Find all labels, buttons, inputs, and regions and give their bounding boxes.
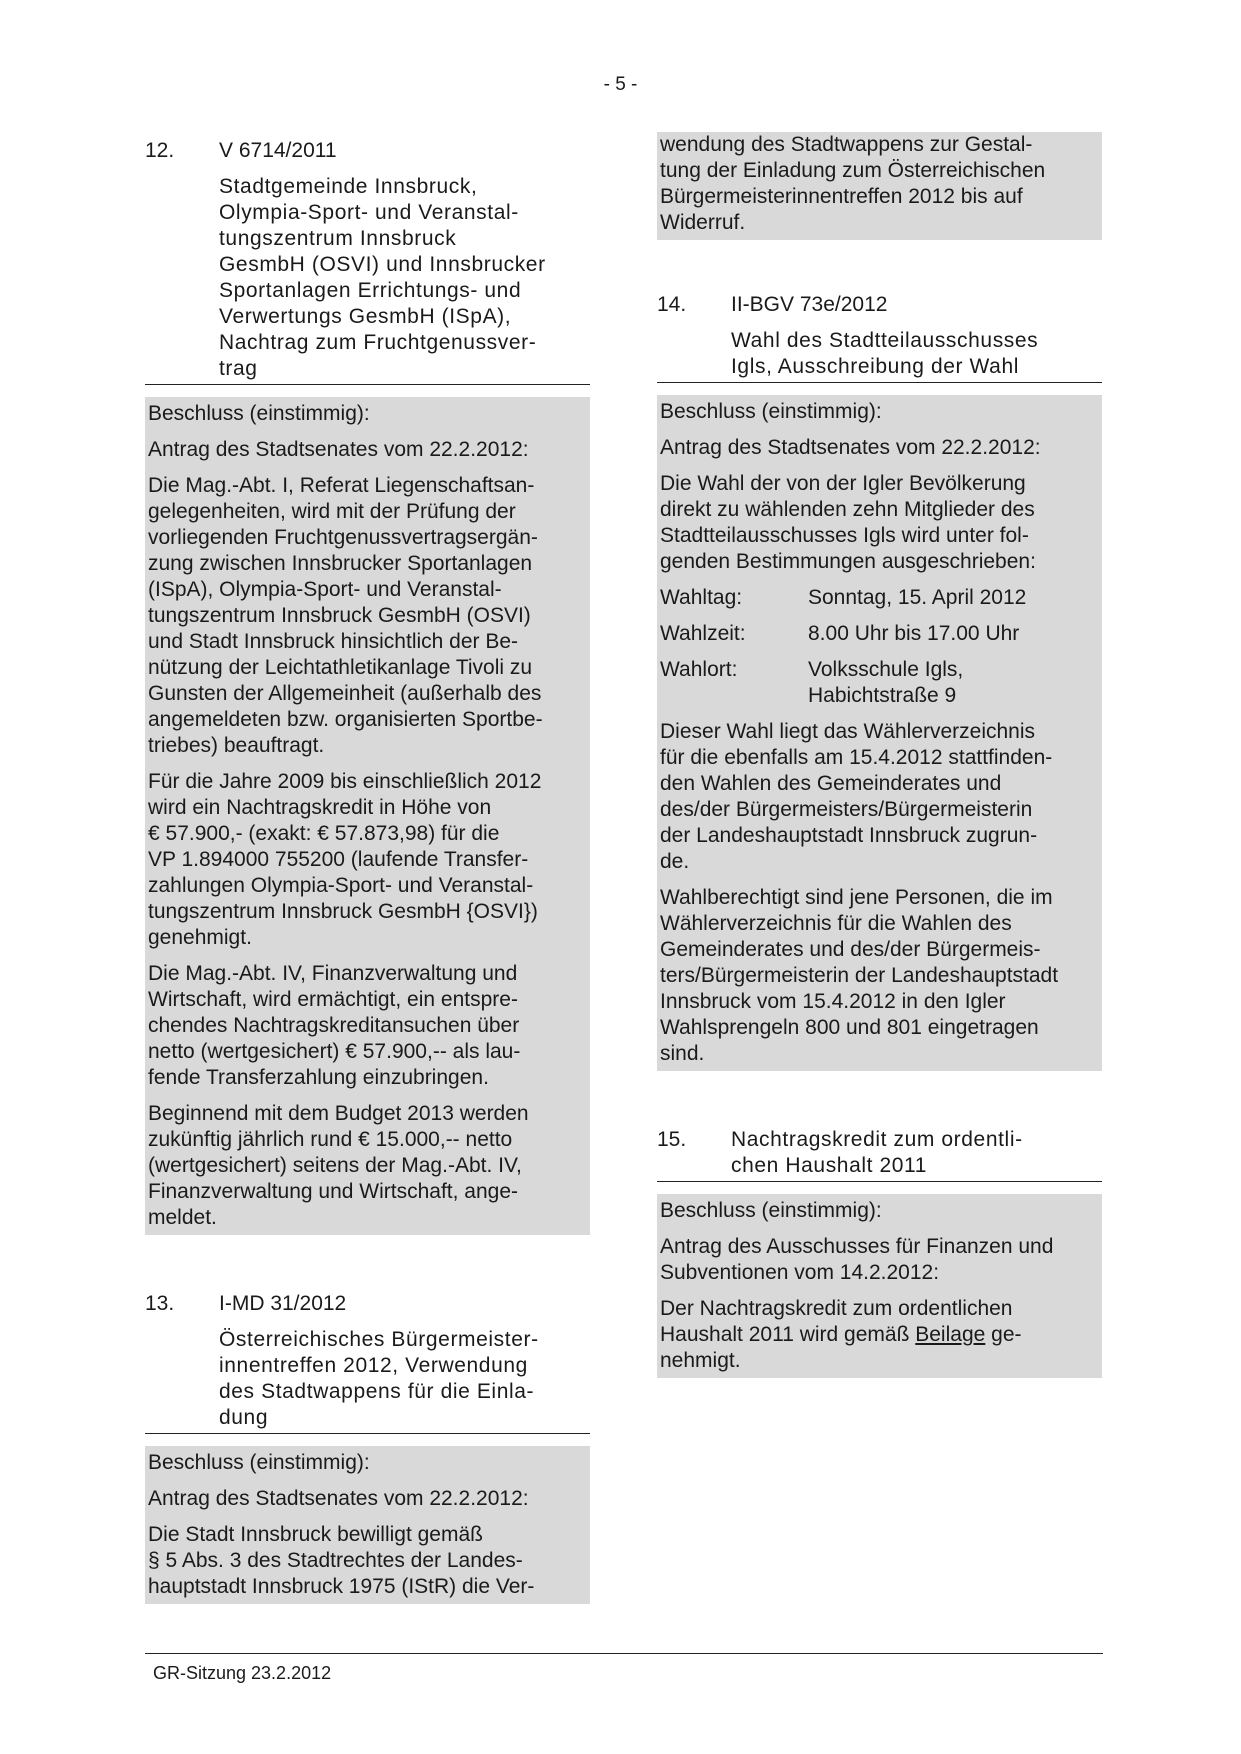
title-line: tungszentrum Innsbruck [219, 227, 457, 250]
item-reference: II-BGV 73e/2012 [731, 293, 888, 316]
title-line: des Stadtwappens für die Einla- [219, 1380, 535, 1403]
motion-label: Antrag des Stadtsenates vom 22.2.2012: [148, 438, 529, 461]
attachment-link[interactable]: Beilage [915, 1323, 986, 1346]
item-number: 12. [145, 139, 175, 162]
footer-text: GR-Sitzung 23.2.2012 [153, 1663, 332, 1683]
paragraph: Beginnend mit dem Budget 2013 werden zukünftig jährlich rund € 15.000,-- netto (wertgesichert) seitens der Mag.-Abt. IV, Finanzverwaltung und Wirtschaft, ange- meldet. [148, 1102, 529, 1229]
left-column [145, 138, 590, 1604]
item-number: 14. [657, 293, 687, 316]
paragraph: Dieser Wahl liegt das Wählerverzeichnis für die ebenfalls am 15.4.2012 stattfinden- den Wahlen des Gemeinderates und des/der Bürgermeisters/Bürgermeisterin der Landeshauptstadt Innsbruck zugrun- de. [660, 720, 1053, 873]
item-title [731, 328, 1102, 380]
right-column [657, 133, 1102, 1378]
divider [657, 1181, 1102, 1182]
resolution-box-continued [657, 132, 1102, 240]
divider [657, 382, 1102, 383]
title-line: Stadtgemeinde Innsbruck, [219, 175, 478, 198]
divider [145, 1433, 590, 1434]
decision-label: Beschluss (einstimmig): [660, 400, 882, 423]
title-line: Verwertungs GesmbH (ISpA), [219, 305, 512, 328]
item-number: 13. [145, 1292, 175, 1315]
paragraph: Für die Jahre 2009 bis einschließlich 2012 wird ein Nachtragskredit in Höhe von € 57.900,- (exakt: € 57.873,98) für die VP 1.894000 755200 (laufende Transfer- zahlungen Olympia-Sport- und Veranstal- tungszentrum Innsbruck GesmbH {OSVI}) genehmigt. [148, 770, 542, 949]
item-title: Nachtragskredit zum ordentli- [731, 1128, 1023, 1151]
title-line: Igls, Ausschreibung der Wahl [731, 355, 1019, 378]
item-header [657, 1127, 1102, 1153]
decision-label: Beschluss (einstimmig): [148, 402, 370, 425]
motion-label: Antrag des Stadtsenates vom 22.2.2012: [148, 1487, 529, 1510]
title-line: trag [219, 357, 258, 380]
resolution-box [145, 1446, 590, 1604]
decision-label: Beschluss (einstimmig): [148, 1451, 370, 1474]
motion-label: Antrag des Stadtsenates vom 22.2.2012: [660, 436, 1041, 459]
title-line: GesmbH (OSVI) und Innsbrucker [219, 253, 546, 276]
resolution-box [145, 397, 590, 1235]
motion-label: Antrag des Ausschusses für Finanzen und Subventionen vom 14.2.2012: [660, 1235, 1054, 1284]
item-title [219, 1327, 590, 1431]
title-line: innentreffen 2012, Verwendung [219, 1354, 528, 1377]
paragraph: wendung des Stadtwappens zur Gestal- tung der Einladung zum Österreichischen Bürgermeisterinnentreffen 2012 bis auf Widerruf. [660, 133, 1046, 234]
paragraph: Die Mag.-Abt. I, Referat Liegenschaftsan- gelegenheiten, wird mit der Prüfung der vorliegenden Fruchtgenussvertragsergän- zung zwischen Innsbrucker Sportanlagen (ISpA), Olympia-Sport- und Veranstal- tungszentrum Innsbruck GesmbH (OSVI) und Stadt Innsbruck hinsichtlich der Be- nützung der Leichtathletikanlage Tivoli zu Gunsten der Allgemeinheit (außerhalb des angemeldeten bzw. organisierten Sportbe- triebes) beauftragt. [148, 474, 543, 757]
paragraph: Der Nachtragskredit zum ordentlichen Haushalt 2011 wird gemäß Beilage ge- nehmigt. [660, 1297, 1022, 1372]
item-reference: V 6714/2011 [219, 139, 337, 162]
resolution-box [657, 1194, 1102, 1378]
title-line: dung [219, 1406, 269, 1429]
detail-row: Wahlzeit: 8.00 Uhr bis 17.00 Uhr [660, 622, 1020, 645]
item-number: 15. [657, 1128, 687, 1151]
paragraph: Die Wahl der von der Igler Bevölkerung direkt zu wählenden zehn Mitglieder des Stadtteilausschusses Igls wird unter fol- genden Bestimmungen ausgeschrieben: [660, 472, 1036, 573]
item-reference: I-MD 31/2012 [219, 1292, 347, 1315]
title-line: Nachtrag zum Fruchtgenussver- [219, 331, 537, 354]
page-number: - 5 - [603, 74, 638, 95]
paragraph: Die Stadt Innsbruck bewilligt gemäß § 5 Abs. 3 des Stadtrechtes der Landes- hauptstadt Innsbruck 1975 (IStR) die Ver- [148, 1523, 535, 1598]
paragraph: Die Mag.-Abt. IV, Finanzverwaltung und Wirtschaft, wird ermächtigt, ein entspre- chendes Nachtragskreditansuchen über netto (wertgesichert) € 57.900,-- als lau- fende Transferzahlung einzubringen. [148, 962, 521, 1089]
election-details [660, 585, 1099, 709]
title-line: Österreichisches Bürgermeister- [219, 1328, 539, 1351]
title-line: Sportanlagen Errichtungs- und [219, 279, 522, 302]
divider [145, 384, 590, 385]
resolution-box [657, 395, 1102, 1071]
agenda-item-13 [145, 1291, 590, 1604]
decision-label: Beschluss (einstimmig): [660, 1199, 882, 1222]
item-title [219, 174, 590, 382]
item-header [145, 1291, 590, 1317]
agenda-item-12 [145, 138, 590, 1235]
footer-divider [145, 1653, 1103, 1654]
paragraph: Wahlberechtigt sind jene Personen, die im Wählerverzeichnis für die Wahlen des Gemeinderates und des/der Bürgermeis- ters/Bürgermeisterin der Landeshauptstadt Innsbruck vom 15.4.2012 in den Igler Wahlsprengeln 800 und 801 eingetragen sind. [660, 886, 1059, 1065]
title-line: chen Haushalt 2011 [731, 1154, 928, 1177]
agenda-item-15 [657, 1127, 1102, 1378]
item-header [657, 292, 1102, 318]
detail-row: Wahlort: Volksschule Igls, Habichtstraße 9 [660, 658, 964, 707]
title-line: Wahl des Stadtteilausschusses [731, 329, 1039, 352]
detail-row: Wahltag: Sonntag, 15. April 2012 [660, 586, 1027, 609]
item-header [145, 138, 590, 164]
title-line: Olympia-Sport- und Veranstal- [219, 201, 519, 224]
agenda-item-14 [657, 292, 1102, 1071]
